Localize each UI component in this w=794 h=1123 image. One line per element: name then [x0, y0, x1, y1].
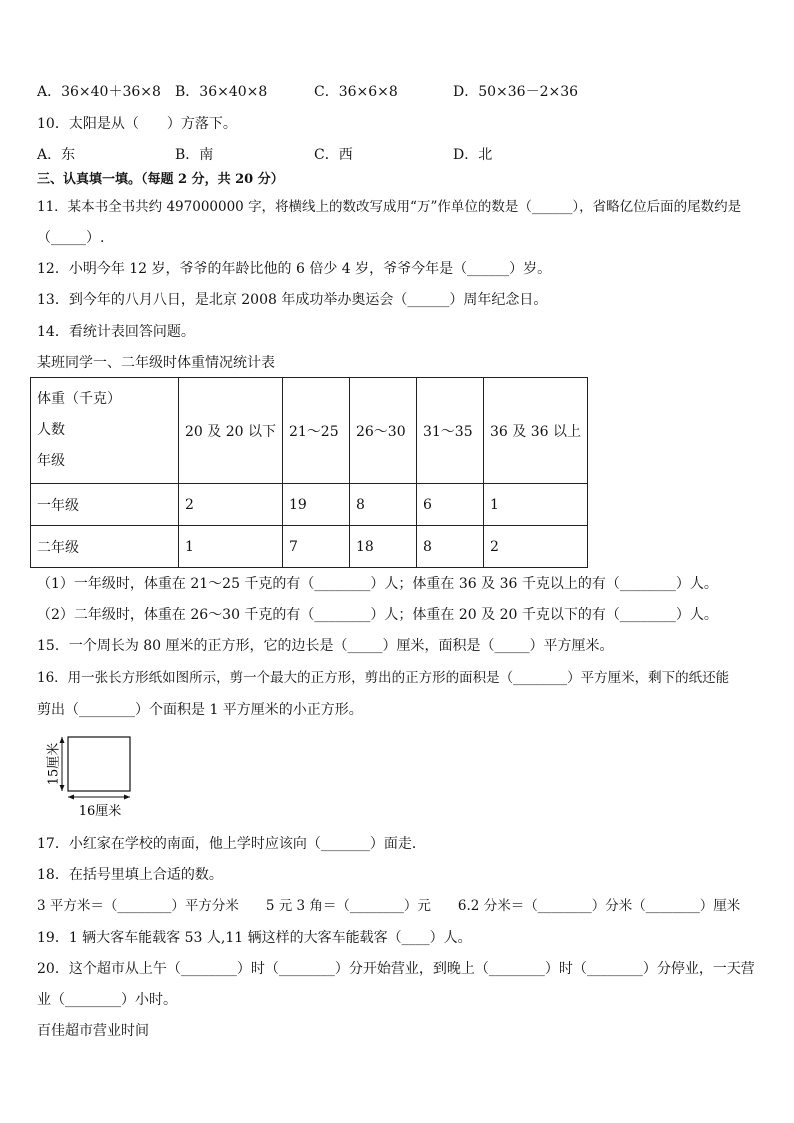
table-cell: 18 — [349, 526, 416, 568]
q18-stem: 18．在括号里填上合适的数。 — [37, 867, 223, 883]
table-cell: 6 — [416, 484, 483, 526]
q20-caption: 百佳超市营业时间 — [37, 1023, 149, 1039]
table-row — [31, 526, 588, 568]
width-arrow-right — [124, 795, 130, 800]
table-cell: 2 — [179, 484, 283, 526]
column-header: 26～30 — [349, 378, 416, 484]
column-header: 20 及 20 以下 — [179, 378, 283, 484]
table-title: 某班同学一、二年级时体重情况统计表 — [37, 355, 275, 371]
column-header: 36 及 36 以上 — [483, 378, 587, 484]
q10-stem: 10．太阳是从（ ）方落下。 — [37, 116, 237, 132]
table-cell: 19 — [282, 484, 349, 526]
q11-line1: 11．某本书全书共约 497000000 字，将横线上的数改写成用“万”作单位的数是（______），省略亿位后面的尾数约是 — [37, 199, 742, 215]
height-arrow-top — [60, 737, 65, 743]
q16-line1: 16．用一张长方形纸如图所示，剪一个最大的正方形，剪出的正方形的面积是（________）平方厘米，剩下的纸还能 — [37, 670, 730, 686]
section-3-heading: 三、认真填一填。（每题 2 分，共 20 分） — [37, 172, 284, 187]
q20-line1: 20．这个超市从上午（________）时（________）分开始营业，到晚上（________）时（________）分停业，一天营 — [37, 961, 755, 977]
q9-option-c: C．36×6×8 — [314, 84, 398, 100]
table-cell: 1 — [483, 484, 587, 526]
header-label-grade: 年级 — [37, 453, 65, 469]
q14-sub2: （2）二年级时，体重在 26～30 千克的有（________）人；体重在 20 及 20 千克以下的有（________）人。 — [37, 607, 718, 623]
weight-stat-table — [30, 377, 588, 568]
q10-option-a: A．东 — [37, 147, 76, 163]
table-cell: 7 — [282, 526, 349, 568]
rectangle-paper-figure — [40, 735, 140, 823]
q11-line2: （_____）. — [37, 230, 105, 246]
height-label: 15厘米 — [46, 742, 62, 786]
header-label-weight: 体重（千克） — [37, 391, 121, 407]
q16-line2: 剪出（________）个面积是 1 平方厘米的小正方形。 — [37, 702, 363, 718]
table-corner-cell — [31, 378, 179, 484]
table-cell: 8 — [416, 526, 483, 568]
q20-line2: 业（________）小时。 — [37, 992, 177, 1008]
q14-sub1: （1）一年级时，体重在 21～25 千克的有（________）人；体重在 36 及 36 千克以上的有（________）人。 — [37, 576, 718, 592]
q18-conversions: 3 平方米＝（________）平方分米 5 元 3 角＝（________）元 6.2 分米＝（________）分米（________）厘米 — [37, 898, 741, 914]
q13-text: 13．到今年的八月八日，是北京 2008 年成功举办奥运会（______）周年纪念日。 — [37, 292, 548, 308]
q19-text: 19．1 辆大客车能载客 53 人,11 辆这样的大客车能载客（____）人。 — [37, 930, 472, 946]
q10-option-c: C．西 — [314, 147, 353, 163]
q10-option-d: D．北 — [453, 147, 493, 163]
width-label: 16厘米 — [78, 804, 122, 819]
row-label: 二年级 — [31, 526, 179, 568]
table-cell: 2 — [483, 526, 587, 568]
row-label: 一年级 — [31, 484, 179, 526]
q9-option-d: D．50×36－2×36 — [453, 84, 579, 100]
q10-option-b: B．南 — [175, 147, 214, 163]
paper-rectangle — [68, 737, 130, 791]
q17-text: 17．小红家在学校的南面，他上学时应该向（_______）面走． — [37, 836, 426, 852]
table-header-row — [31, 378, 588, 484]
q9-option-b: B．36×40×8 — [175, 84, 268, 100]
table-row — [31, 484, 588, 526]
width-arrow-left — [68, 795, 74, 800]
table-cell: 1 — [179, 526, 283, 568]
q9-option-a: A．36×40＋36×8 — [37, 84, 161, 100]
q15-text: 15．一个周长为 80 厘米的正方形，它的边长是（_____）厘米，面积是（_____）平方厘米。 — [37, 638, 614, 654]
q12-text: 12．小明今年 12 岁，爷爷的年龄比他的 6 倍少 4 岁，爷爷今年是（______）岁。 — [37, 261, 552, 277]
header-label-count: 人数 — [37, 422, 65, 438]
column-header: 31～35 — [416, 378, 483, 484]
q14-stem: 14．看统计表回答问题。 — [37, 324, 195, 340]
column-header: 21～25 — [282, 378, 349, 484]
table-cell: 8 — [349, 484, 416, 526]
